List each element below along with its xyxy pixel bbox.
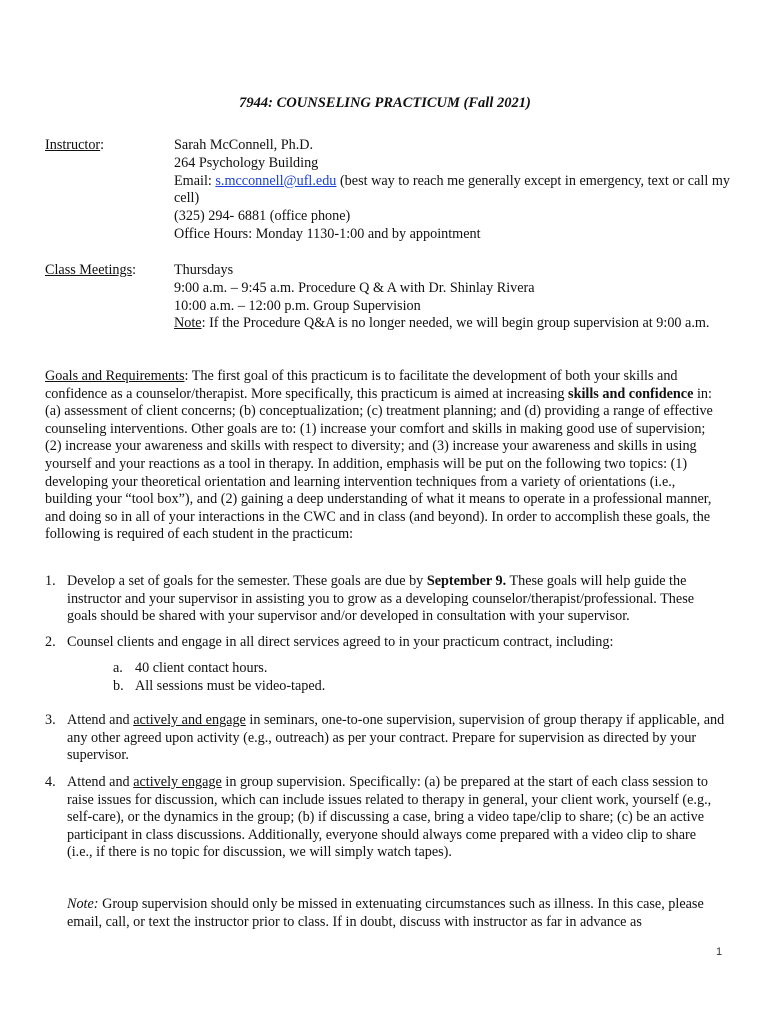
instructor-colon: : <box>100 137 105 153</box>
note-paragraph <box>67 896 729 931</box>
list-number: 2. <box>45 634 56 650</box>
requirement-2-sublist <box>113 659 325 695</box>
sub-letter-b: b. <box>113 678 124 694</box>
requirement-4-underlined: actively engage <box>133 774 222 790</box>
sub-item-b: All sessions must be video-taped. <box>135 678 326 694</box>
page-title: 7944: COUNSELING PRACTICUM (Fall 2021) <box>239 95 531 111</box>
requirement-1-due-date: September 9. <box>426 573 507 589</box>
list-number: 1. <box>45 573 56 589</box>
sub-letter-a: a. <box>113 660 123 676</box>
sub-item-a: 40 client contact hours. <box>135 660 268 676</box>
requirement-4 <box>45 774 725 862</box>
goals-label: Goals and Requirements <box>45 368 185 384</box>
goals-text-2: in: (a) assessment of client concerns; (b) conceptualization; (c) treatment planning; and (d) providing a range of effective counseling interventions. Other goals are to: (1) increase your comfort and skills in making good use of supervision; (2) increase your awareness and skills with respect to diversity; and (3) increase your awareness and skills in using yourself and your reactions as a tool in therapy. In addition, emphasis will be put on the following two topics: (1) developing your theoretical orientation and learning intervention techniques from a variety of orientations (i.e., building your “tool box”), and (2) gaining a deep understanding of what it means to operate in a professional manner, and doing so in all of your interactions in the CWC and in class (and beyond). In order to accomplish these goals, the following is required of each student in the practicum: <box>45 385 713 543</box>
goals-paragraph <box>45 368 723 544</box>
requirement-1 <box>45 573 725 626</box>
class-meetings-colon: : <box>132 262 137 278</box>
email-link[interactable]: s.mcconnell@ufl.edu <box>215 172 337 189</box>
meeting-note-label: Note <box>174 315 202 332</box>
meeting-note-text: : If the Procedure Q&A is no longer needed, we will begin group supervision at 9:00 a.m. <box>201 315 710 332</box>
class-meetings-label: Class Meetings <box>45 262 133 278</box>
instructor-label: Instructor <box>45 137 101 153</box>
requirement-3 <box>45 712 725 765</box>
requirement-4-text-a: Attend and <box>67 774 134 790</box>
goals-bold: skills and confidence <box>568 385 694 402</box>
instructor-office: 264 Psychology Building <box>174 154 319 171</box>
instructor-phone: (325) 294- 6881 (office phone) <box>174 208 351 225</box>
meeting-note <box>174 315 734 333</box>
email-suffix: (best way to reach me generally except in emergency, text or call my cell) <box>174 172 730 207</box>
requirement-1-text-a: Develop a set of goals for the semester. These goals are due by <box>67 573 427 589</box>
meeting-slot-1: 9:00 a.m. – 9:45 a.m. Procedure Q & A with Dr. Shinlay Rivera <box>174 279 535 296</box>
page-number: 1 <box>716 946 723 958</box>
requirement-3-text-a: Attend and <box>67 712 134 728</box>
meeting-slot-2: 10:00 a.m. – 12:00 p.m. Group Supervision <box>174 297 421 314</box>
note-label: Note: <box>67 896 99 912</box>
instructor-office-hours: Office Hours: Monday 1130-1:00 and by appointment <box>174 225 481 242</box>
list-item <box>113 677 325 695</box>
instructor-email-line <box>174 173 734 209</box>
list-item <box>113 659 325 677</box>
requirement-1-text-b: These goals will help guide the instructor and your supervisor in assisting you to grow as a developing counselor/therapist/professional. These goals should be shared with your supervisor and/or developed in consultation with your supervisor. <box>67 573 695 625</box>
requirement-2 <box>45 634 725 652</box>
list-number: 3. <box>45 712 56 728</box>
requirement-3-underlined: actively and engage <box>133 712 246 728</box>
note-text: Group supervision should only be missed in extenuating circumstances such as illness. In this case, please email, call, or text the instructor prior to class. If in doubt, discuss with instructor as far in advance as <box>67 896 704 930</box>
email-prefix: Email: <box>174 172 216 189</box>
list-number: 4. <box>45 774 56 790</box>
meeting-day: Thursdays <box>174 262 234 278</box>
requirement-2-text: Counsel clients and engage in all direct services agreed to in your practicum contract, including: <box>67 634 614 650</box>
instructor-name: Sarah McConnell, Ph.D. <box>174 137 314 153</box>
requirement-3-text-b: in seminars, one-to-one supervision, supervision of group therapy if applicable, and any other agreed upon activity (e.g., outreach) as per your contract. Prepare for supervision as directed by your supervisor. <box>67 712 725 764</box>
goals-text-1: : The first goal of this practicum is to facilitate the development of both your skills and confidence as a counselor/therapist. More specifically, this practicum is aimed at increasing <box>45 368 678 402</box>
requirement-4-text-b: in group supervision. Specifically: (a) be prepared at the start of each class session to raise issues for discussion, which can include issues related to therapy in general, your client work, yourself (e.g., self-care), or the dynamics in the group; (b) if discussing a case, bring a video tape/clip to share; (c) be an active participant in class discussions. Additionally, everyone should always come prepared with a video clip to share (i.e., if there is no topic for discussion, we will simply watch tapes). <box>67 774 712 861</box>
